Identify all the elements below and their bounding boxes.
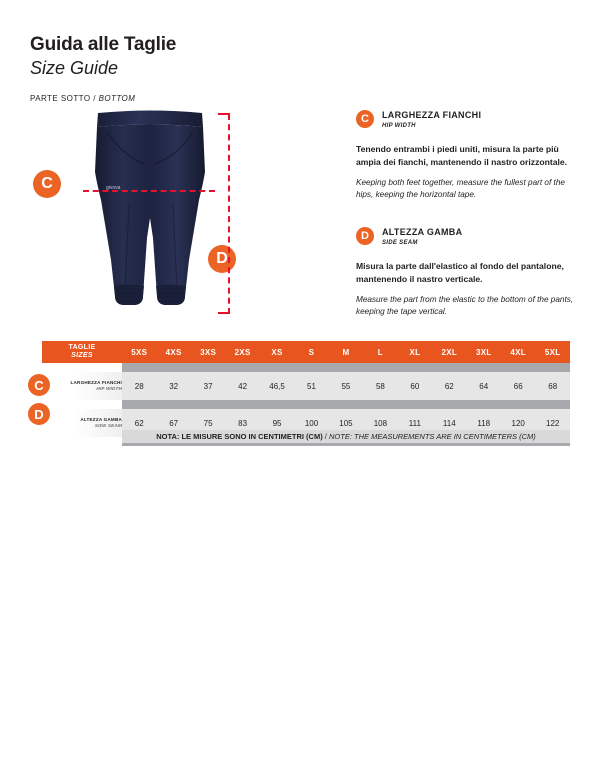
measurement-d-heading xyxy=(356,227,584,251)
size-column-header: L xyxy=(363,341,397,363)
spacer-cell xyxy=(122,400,156,409)
units-note xyxy=(122,430,570,443)
side-seam-bottom-tick xyxy=(218,312,230,314)
measurement-cell: 68 xyxy=(535,372,570,400)
measurement-cell: 67 xyxy=(156,409,190,437)
units-note-separator: / xyxy=(322,432,329,441)
measurement-description-d xyxy=(356,227,584,318)
spacer-cell xyxy=(122,363,156,372)
table-row xyxy=(42,372,570,400)
measurement-c-title-en: HIP WIDTH xyxy=(382,123,416,129)
measurement-cell: 108 xyxy=(363,409,397,437)
spacer-cell xyxy=(156,400,190,409)
spacer-cell xyxy=(432,363,466,372)
side-seam-dashed-line xyxy=(228,114,230,314)
pants-svg xyxy=(85,110,215,310)
measurement-cell: 60 xyxy=(398,372,432,400)
measurement-cell: 32 xyxy=(156,372,190,400)
row-header-c-en: HIP WIDTH xyxy=(96,386,122,391)
table-badge-d: D xyxy=(28,403,50,425)
row-header-d-en: SIDE SEAM xyxy=(94,423,122,428)
measurement-cell: 46,5 xyxy=(260,372,294,400)
spacer-cell xyxy=(260,363,294,372)
size-column-header: 3XL xyxy=(467,341,501,363)
measurement-d-title-en: SIDE SEAM xyxy=(382,240,418,246)
spacer-cell xyxy=(398,400,432,409)
size-column-header: 5XS xyxy=(122,341,156,363)
spacer-cell xyxy=(294,363,328,372)
spacer-cell xyxy=(467,363,501,372)
size-table-corner-header xyxy=(42,341,122,363)
measurement-cell: 75 xyxy=(191,409,225,437)
measurement-cell: 64 xyxy=(467,372,501,400)
table-badge-c: C xyxy=(28,374,50,396)
size-column-header: 3XS xyxy=(191,341,225,363)
measurement-description-c xyxy=(356,110,584,201)
size-column-header: S xyxy=(294,341,328,363)
units-note-en: NOTE: THE MEASUREMENTS ARE IN CENTIMETERS (CM) xyxy=(328,432,536,441)
illustration-badge-d: D xyxy=(208,245,236,273)
row-header-c-it: LARGHEZZA FIANCHI xyxy=(70,380,122,385)
spacer-cell xyxy=(191,363,225,372)
measurement-cell: 42 xyxy=(225,372,259,400)
spacer-cell xyxy=(294,400,328,409)
units-note-it: NOTA: LE MISURE SONO IN CENTIMETRI (CM) xyxy=(156,432,323,441)
measurement-cell: 51 xyxy=(294,372,328,400)
measurement-cell: 28 xyxy=(122,372,156,400)
size-column-header: 4XL xyxy=(501,341,535,363)
measurement-cell: 58 xyxy=(363,372,397,400)
spacer-cell xyxy=(329,400,363,409)
measurement-d-text-en: Measure the part from the elastic to the bottom of the pants, keeping the tape vertical. xyxy=(356,295,574,316)
size-column-header: XS xyxy=(260,341,294,363)
spacer-cell xyxy=(363,400,397,409)
spacer-label-cell xyxy=(42,363,122,372)
spacer-cell xyxy=(191,400,225,409)
size-column-header: 5XL xyxy=(535,341,570,363)
spacer-cell xyxy=(260,400,294,409)
size-table-header-row xyxy=(42,341,570,363)
row-header-d-it: ALTEZZA GAMBA xyxy=(80,417,122,422)
size-column-header: 2XS xyxy=(225,341,259,363)
measurement-cell: 105 xyxy=(329,409,363,437)
measurement-c-title-it: LARGHEZZA FIANCHI xyxy=(382,110,482,120)
measurement-d-text-it: Misura la parte dall'elastico al fondo del pantalone, mantenendo il nastro verticale. xyxy=(356,261,564,284)
spacer-cell xyxy=(467,400,501,409)
pants-graphic xyxy=(85,110,215,310)
spacer-cell xyxy=(156,363,190,372)
measurement-cell: 114 xyxy=(432,409,466,437)
spacer-cell xyxy=(535,400,570,409)
page-title-it: Guida alle Taglie xyxy=(30,34,177,55)
measurement-cell: 120 xyxy=(501,409,535,437)
corner-header-it: TAGLIE xyxy=(68,343,96,351)
spacer-label-cell xyxy=(42,400,122,409)
hip-width-dashed-line xyxy=(83,190,215,192)
measurement-cell: 66 xyxy=(501,372,535,400)
spacer-cell xyxy=(535,363,570,372)
page-title xyxy=(30,34,176,79)
measurement-cell: 62 xyxy=(432,372,466,400)
size-table-spacer-top xyxy=(42,363,570,372)
section-label-it: PARTE SOTTO xyxy=(30,94,91,103)
spacer-cell xyxy=(329,363,363,372)
section-label xyxy=(30,94,135,103)
measurement-c-heading xyxy=(356,110,584,134)
section-label-separator: / xyxy=(90,94,99,103)
spacer-cell xyxy=(363,363,397,372)
measurement-cell: 111 xyxy=(398,409,432,437)
spacer-cell xyxy=(225,400,259,409)
section-label-en: BOTTOM xyxy=(98,94,136,103)
size-column-header: XL xyxy=(398,341,432,363)
svg-text:givova: givova xyxy=(106,185,121,191)
size-column-header: 2XL xyxy=(432,341,466,363)
measurement-cell: 100 xyxy=(294,409,328,437)
measurement-d-title-it: ALTEZZA GAMBA xyxy=(382,227,463,237)
spacer-cell xyxy=(432,400,466,409)
spacer-cell xyxy=(398,363,432,372)
corner-header-en: SIZES xyxy=(71,352,93,359)
measurement-cell: 55 xyxy=(329,372,363,400)
measurement-c-text-it: Tenendo entrambi i piedi uniti, misura la parte più ampia dei fianchi, mantenendo il nastro orizzontale. xyxy=(356,144,568,167)
illustration-badge-c: C xyxy=(33,170,61,198)
spacer-cell xyxy=(225,363,259,372)
spacer-cell xyxy=(501,363,535,372)
size-table-spacer-middle xyxy=(42,400,570,409)
garment-illustration xyxy=(30,108,340,313)
spacer-cell xyxy=(501,400,535,409)
measurement-cell: 118 xyxy=(467,409,501,437)
measurement-cell: 83 xyxy=(225,409,259,437)
measurement-c-text-en: Keeping both feet together, measure the fullest part of the hips, keeping the horizontal tape. xyxy=(356,178,565,199)
measurement-cell: 62 xyxy=(122,409,156,437)
measurement-cell: 95 xyxy=(260,409,294,437)
size-column-header: 4XS xyxy=(156,341,190,363)
row-header-d xyxy=(42,409,122,437)
measurement-cell: 122 xyxy=(535,409,570,437)
spacer-label-cell xyxy=(42,437,122,446)
size-column-header: M xyxy=(329,341,363,363)
page-title-en: Size Guide xyxy=(30,58,119,78)
measurement-c-badge: C xyxy=(356,110,374,128)
measurement-cell: 37 xyxy=(191,372,225,400)
measurement-d-badge: D xyxy=(356,227,374,245)
row-header-c xyxy=(42,372,122,400)
